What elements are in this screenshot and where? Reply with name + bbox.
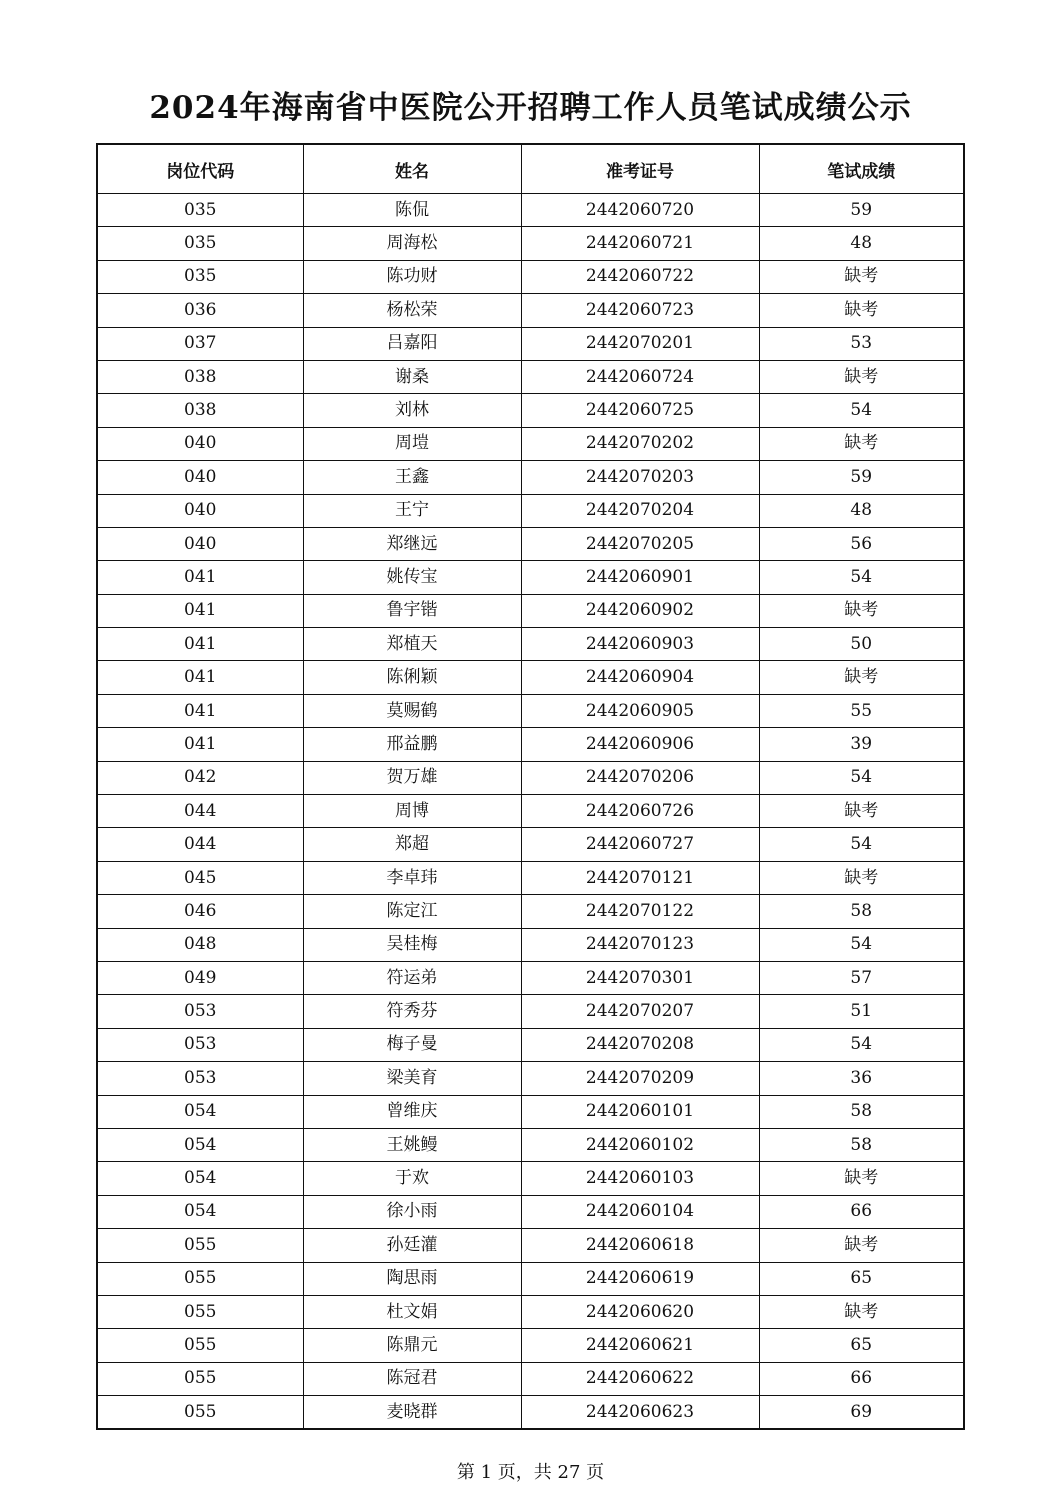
- table-row: [97, 561, 964, 594]
- exam-number-cell: 2442070122: [521, 895, 759, 928]
- table-row: [97, 795, 964, 828]
- position-code-cell: 038: [97, 394, 303, 427]
- exam-number-cell: 2442060618: [521, 1229, 759, 1262]
- name-cell: 孙廷灌: [303, 1229, 521, 1262]
- score-cell: 缺考: [759, 260, 964, 293]
- table-row: [97, 995, 964, 1028]
- table-row: [97, 1162, 964, 1195]
- header-name: 姓名: [303, 144, 521, 194]
- score-cell: 54: [759, 1028, 964, 1061]
- name-cell: 陈定江: [303, 895, 521, 928]
- table-row: [97, 1195, 964, 1228]
- exam-number-cell: 2442070203: [521, 461, 759, 494]
- page-title: 2024年海南省中医院公开招聘工作人员笔试成绩公示: [149, 90, 912, 126]
- exam-number-cell: 2442060621: [521, 1329, 759, 1362]
- table-row: [97, 1329, 964, 1362]
- exam-number-cell: 2442060901: [521, 561, 759, 594]
- position-code-cell: 044: [97, 795, 303, 828]
- table-row: [97, 427, 964, 460]
- exam-number-cell: 2442070208: [521, 1028, 759, 1061]
- exam-number-cell: 2442060726: [521, 795, 759, 828]
- table-row: [97, 895, 964, 928]
- table-row: [97, 1128, 964, 1161]
- table-header-row: [97, 144, 964, 194]
- name-cell: 周塏: [303, 427, 521, 460]
- position-code-cell: 041: [97, 628, 303, 661]
- position-code-cell: 054: [97, 1195, 303, 1228]
- position-code-cell: 055: [97, 1262, 303, 1295]
- position-code-cell: 044: [97, 828, 303, 861]
- score-cell: 56: [759, 527, 964, 560]
- score-cell: 缺考: [759, 861, 964, 894]
- name-cell: 谢桑: [303, 360, 521, 393]
- score-cell: 39: [759, 728, 964, 761]
- score-cell: 缺考: [759, 294, 964, 327]
- exam-number-cell: 2442060906: [521, 728, 759, 761]
- table-row: [97, 527, 964, 560]
- exam-number-cell: 2442060722: [521, 260, 759, 293]
- score-cell: 55: [759, 694, 964, 727]
- score-cell: 54: [759, 561, 964, 594]
- score-cell: 54: [759, 394, 964, 427]
- position-code-cell: 041: [97, 694, 303, 727]
- name-cell: 陈侃: [303, 194, 521, 227]
- name-cell: 吕嘉阳: [303, 327, 521, 360]
- position-code-cell: 049: [97, 961, 303, 994]
- name-cell: 贺万雄: [303, 761, 521, 794]
- position-code-cell: 037: [97, 327, 303, 360]
- table-row: [97, 628, 964, 661]
- name-cell: 邢益鹏: [303, 728, 521, 761]
- position-code-cell: 041: [97, 594, 303, 627]
- score-cell: 57: [759, 961, 964, 994]
- name-cell: 曾维庆: [303, 1095, 521, 1128]
- header-position-code: 岗位代码: [97, 144, 303, 194]
- name-cell: 梅子曼: [303, 1028, 521, 1061]
- position-code-cell: 041: [97, 661, 303, 694]
- score-cell: 59: [759, 461, 964, 494]
- score-cell: 66: [759, 1195, 964, 1228]
- position-code-cell: 055: [97, 1362, 303, 1395]
- position-code-cell: 053: [97, 1062, 303, 1095]
- score-cell: 65: [759, 1329, 964, 1362]
- name-cell: 梁美育: [303, 1062, 521, 1095]
- position-code-cell: 054: [97, 1095, 303, 1128]
- table-row: [97, 1295, 964, 1328]
- exam-number-cell: 2442070206: [521, 761, 759, 794]
- name-cell: 徐小雨: [303, 1195, 521, 1228]
- name-cell: 陈冠君: [303, 1362, 521, 1395]
- name-cell: 姚传宝: [303, 561, 521, 594]
- score-cell: 54: [759, 828, 964, 861]
- table-row: [97, 327, 964, 360]
- score-cell: 58: [759, 895, 964, 928]
- exam-number-cell: 2442070201: [521, 327, 759, 360]
- table-row: [97, 294, 964, 327]
- exam-number-cell: 2442070204: [521, 494, 759, 527]
- table-row: [97, 1028, 964, 1061]
- position-code-cell: 053: [97, 1028, 303, 1061]
- table-row: [97, 1229, 964, 1262]
- exam-number-cell: 2442070121: [521, 861, 759, 894]
- position-code-cell: 035: [97, 260, 303, 293]
- name-cell: 郑超: [303, 828, 521, 861]
- name-cell: 于欢: [303, 1162, 521, 1195]
- name-cell: 周博: [303, 795, 521, 828]
- position-code-cell: 040: [97, 461, 303, 494]
- name-cell: 陈功财: [303, 260, 521, 293]
- name-cell: 杜文娟: [303, 1295, 521, 1328]
- table-row: [97, 1062, 964, 1095]
- table-row: [97, 260, 964, 293]
- score-cell: 59: [759, 194, 964, 227]
- name-cell: 符运弟: [303, 961, 521, 994]
- position-code-cell: 054: [97, 1128, 303, 1161]
- score-cell: 缺考: [759, 795, 964, 828]
- exam-number-cell: 2442060902: [521, 594, 759, 627]
- score-cell: 51: [759, 995, 964, 1028]
- table-row: [97, 661, 964, 694]
- name-cell: 王宁: [303, 494, 521, 527]
- score-cell: 48: [759, 494, 964, 527]
- position-code-cell: 055: [97, 1396, 303, 1430]
- table-row: [97, 360, 964, 393]
- table-row: [97, 928, 964, 961]
- table-row: [97, 461, 964, 494]
- name-cell: 杨松荣: [303, 294, 521, 327]
- exam-number-cell: 2442060619: [521, 1262, 759, 1295]
- name-cell: 郑植天: [303, 628, 521, 661]
- position-code-cell: 054: [97, 1162, 303, 1195]
- position-code-cell: 045: [97, 861, 303, 894]
- position-code-cell: 035: [97, 194, 303, 227]
- name-cell: 符秀芬: [303, 995, 521, 1028]
- name-cell: 王姚鳗: [303, 1128, 521, 1161]
- position-code-cell: 040: [97, 494, 303, 527]
- score-cell: 缺考: [759, 1295, 964, 1328]
- exam-number-cell: 2442060905: [521, 694, 759, 727]
- table-row: [97, 1262, 964, 1295]
- exam-number-cell: 2442070207: [521, 995, 759, 1028]
- score-cell: 66: [759, 1362, 964, 1395]
- score-cell: 缺考: [759, 594, 964, 627]
- table-row: [97, 1362, 964, 1395]
- exam-number-cell: 2442060102: [521, 1128, 759, 1161]
- position-code-cell: 046: [97, 895, 303, 928]
- name-cell: 刘林: [303, 394, 521, 427]
- exam-number-cell: 2442070123: [521, 928, 759, 961]
- score-cell: 54: [759, 928, 964, 961]
- position-code-cell: 038: [97, 360, 303, 393]
- position-code-cell: 053: [97, 995, 303, 1028]
- exam-number-cell: 2442060903: [521, 628, 759, 661]
- table-row: [97, 728, 964, 761]
- position-code-cell: 055: [97, 1295, 303, 1328]
- score-cell: 48: [759, 227, 964, 260]
- table-row: [97, 194, 964, 227]
- exam-number-cell: 2442060104: [521, 1195, 759, 1228]
- table-row: [97, 861, 964, 894]
- score-cell: 53: [759, 327, 964, 360]
- name-cell: 吴桂梅: [303, 928, 521, 961]
- exam-number-cell: 2442060725: [521, 394, 759, 427]
- exam-number-cell: 2442060720: [521, 194, 759, 227]
- name-cell: 郑继远: [303, 527, 521, 560]
- score-table: [96, 143, 965, 1430]
- exam-number-cell: 2442060721: [521, 227, 759, 260]
- position-code-cell: 042: [97, 761, 303, 794]
- table-row: [97, 961, 964, 994]
- header-written-score: 笔试成绩: [759, 144, 964, 194]
- table-row: [97, 227, 964, 260]
- name-cell: 麦晓群: [303, 1396, 521, 1430]
- table-row: [97, 828, 964, 861]
- score-cell: 54: [759, 761, 964, 794]
- position-code-cell: 036: [97, 294, 303, 327]
- exam-number-cell: 2442070202: [521, 427, 759, 460]
- position-code-cell: 035: [97, 227, 303, 260]
- exam-number-cell: 2442070205: [521, 527, 759, 560]
- exam-number-cell: 2442060103: [521, 1162, 759, 1195]
- exam-number-cell: 2442060724: [521, 360, 759, 393]
- name-cell: 陶思雨: [303, 1262, 521, 1295]
- name-cell: 鲁宇锴: [303, 594, 521, 627]
- exam-number-cell: 2442060727: [521, 828, 759, 861]
- name-cell: 王鑫: [303, 461, 521, 494]
- exam-number-cell: 2442060101: [521, 1095, 759, 1128]
- score-cell: 65: [759, 1262, 964, 1295]
- table-row: [97, 394, 964, 427]
- score-cell: 69: [759, 1396, 964, 1430]
- score-cell: 36: [759, 1062, 964, 1095]
- exam-number-cell: 2442060622: [521, 1362, 759, 1395]
- table-row: [97, 594, 964, 627]
- page-footer: 第 1 页，共 27 页: [456, 1462, 605, 1483]
- table-row: [97, 694, 964, 727]
- table-row: [97, 761, 964, 794]
- exam-number-cell: 2442070209: [521, 1062, 759, 1095]
- score-cell: 缺考: [759, 661, 964, 694]
- score-cell: 50: [759, 628, 964, 661]
- name-cell: 周海松: [303, 227, 521, 260]
- exam-number-cell: 2442060623: [521, 1396, 759, 1430]
- score-cell: 缺考: [759, 360, 964, 393]
- score-cell: 58: [759, 1128, 964, 1161]
- exam-number-cell: 2442060620: [521, 1295, 759, 1328]
- position-code-cell: 040: [97, 427, 303, 460]
- name-cell: 莫赐鹤: [303, 694, 521, 727]
- position-code-cell: 041: [97, 728, 303, 761]
- table-row: [97, 1396, 964, 1430]
- table-row: [97, 494, 964, 527]
- score-cell: 58: [759, 1095, 964, 1128]
- table-row: [97, 1095, 964, 1128]
- position-code-cell: 055: [97, 1229, 303, 1262]
- name-cell: 陈鼎元: [303, 1329, 521, 1362]
- position-code-cell: 041: [97, 561, 303, 594]
- score-cell: 缺考: [759, 427, 964, 460]
- name-cell: 陈俐颖: [303, 661, 521, 694]
- header-exam-number: 准考证号: [521, 144, 759, 194]
- score-cell: 缺考: [759, 1162, 964, 1195]
- position-code-cell: 040: [97, 527, 303, 560]
- exam-number-cell: 2442060723: [521, 294, 759, 327]
- position-code-cell: 055: [97, 1329, 303, 1362]
- exam-number-cell: 2442060904: [521, 661, 759, 694]
- position-code-cell: 048: [97, 928, 303, 961]
- exam-number-cell: 2442070301: [521, 961, 759, 994]
- score-cell: 缺考: [759, 1229, 964, 1262]
- table-body: [97, 194, 964, 1430]
- name-cell: 李卓玮: [303, 861, 521, 894]
